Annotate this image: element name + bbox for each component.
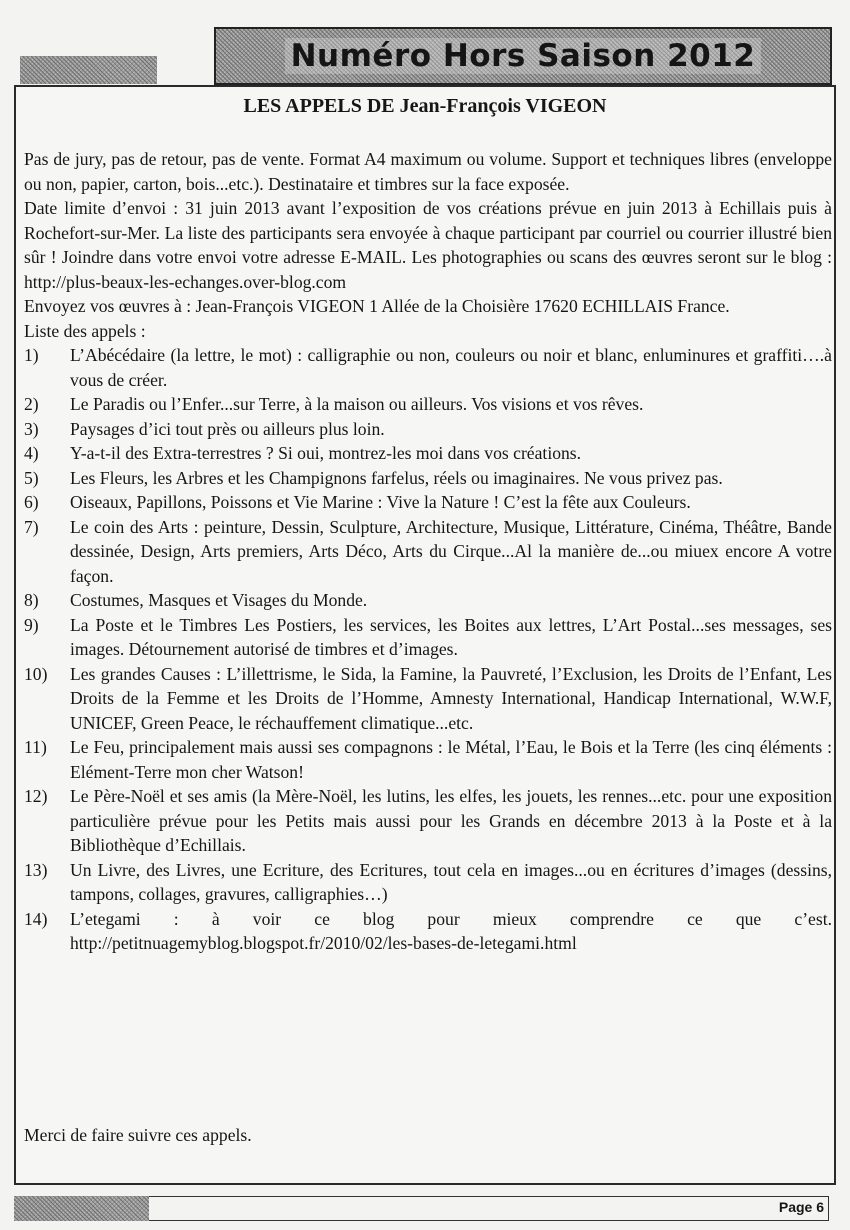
appeal-item — [24, 417, 832, 442]
appeal-item — [24, 588, 832, 613]
header-decorative-bar — [20, 56, 157, 84]
appeal-number: 2) — [24, 394, 39, 414]
appeal-text: L’etegami : à voir ce blog pour mieux comprendre ce que c’est. http://petitnuagemyblog.blogspot.fr/2010/02/les-bases-de-letegami.html — [70, 908, 832, 953]
footer-rule — [149, 1196, 829, 1221]
appeal-number: 12) — [24, 786, 48, 806]
appeal-item — [24, 441, 832, 466]
appeal-text: Y-a-t-il des Extra-terrestres ? Si oui, montrez-les moi dans vos créations. — [70, 443, 582, 463]
appeal-number: 13) — [24, 859, 48, 880]
paragraph-list-heading: Liste des appels : — [24, 320, 146, 341]
page-number: Page 6 — [778, 1199, 824, 1215]
appeal-number: 1) — [24, 345, 39, 365]
appeal-item — [24, 343, 832, 392]
appeal-text: Le Paradis ou l’Enfer...sur Terre, à la maison ou ailleurs. Vos visions et vos rêves. — [70, 394, 644, 414]
appeal-item — [24, 515, 832, 589]
appeal-text: Un Livre, des Livres, une Ecriture, des Ecritures, tout cela en images...ou en écritures d’images (dessins, tampons, collages, gravures, calligraphies…) — [70, 859, 832, 904]
appeal-number: 10) — [24, 663, 48, 684]
appeal-number: 4) — [24, 443, 39, 463]
footer-decorative-bar — [14, 1196, 149, 1221]
appeal-number: 5) — [24, 467, 39, 488]
appeal-list — [24, 343, 832, 956]
paragraph-address: Envoyez vos œuvres à : Jean-François VIGEON 1 Allée de la Choisière 17620 ECHILLAIS France. — [24, 296, 730, 316]
paragraph-intro: Pas de jury, pas de retour, pas de vente. Format A4 maximum ou volume. Support et techniques libres (enveloppe ou non, papier, carton, bois...etc.). Destinataire et timbres sur la face exposée. — [24, 149, 832, 194]
appeal-item — [24, 490, 832, 515]
newsletter-title: Numéro Hors Saison 2012 — [285, 38, 762, 74]
appeal-item — [24, 858, 832, 907]
header-banner — [214, 27, 832, 85]
appeal-text: Les Fleurs, les Arbres et les Champignons farfelus, réels ou imaginaires. Ne vous privez pas. — [70, 467, 723, 488]
appeal-number: 7) — [24, 516, 39, 537]
appeal-number: 3) — [24, 418, 39, 439]
closing-line: Merci de faire suivre ces appels. — [24, 1125, 252, 1145]
appeal-text: Le coin des Arts : peinture, Dessin, Sculpture, Architecture, Musique, Littérature, Cinéma, Théâtre, Bande dessinée, Design, Arts premiers, Arts Déco, Arts du Cirque...Al la manière de...ou miuex encore A votre façon. — [70, 516, 832, 586]
article-frame — [14, 85, 836, 1185]
appeal-item — [24, 392, 832, 417]
appeal-text: Paysages d’ici tout près ou ailleurs plus loin. — [70, 418, 385, 439]
appeal-number: 9) — [24, 614, 39, 635]
appeal-text: Le Père-Noël et ses amis (la Mère-Noël, les lutins, les elfes, les jouets, les rennes...etc. pour une exposition particulière prévue pour les Petits mais aussi pour les Grands en décembre 2013 à la Poste et à la Bibliothèque d’Echillais. — [70, 786, 832, 855]
appeal-item — [24, 784, 832, 858]
appeal-text: Costumes, Masques et Visages du Monde. — [70, 590, 368, 610]
appeal-item — [24, 735, 832, 784]
article-body — [24, 147, 832, 956]
appeal-item — [24, 662, 832, 736]
appeal-item — [24, 907, 832, 956]
appeal-text: L’Abécédaire (la lettre, le mot) : calligraphie ou non, couleurs ou noir et blanc, enluminures et graffiti….à vous de créer. — [70, 345, 832, 390]
appeal-text: Oiseaux, Papillons, Poissons et Vie Marine : Vive la Nature ! C’est la fête aux Couleurs. — [70, 492, 691, 512]
appeal-item — [24, 613, 832, 662]
paragraph-deadline: Date limite d’envoi : 31 juin 2013 avant l’exposition de vos créations prévue en juin 2013 à Echillais puis à Rochefort-sur-Mer. La liste des participants sera envoyée à chaque participant par courriel ou courrier illustré bien sûr ! Joindre dans votre envoi votre adresse E-MAIL. Les photographies ou scans des œuvres seront sur le blog : http://plus-beaux-les-echanges.over-blog.com — [24, 198, 832, 292]
appeal-number: 11) — [24, 737, 47, 757]
appeal-text: Le Feu, principalement mais aussi ses compagnons : le Métal, l’Eau, le Bois et la Terre (les cinq éléments : Elément-Terre mon cher Watson! — [70, 737, 832, 782]
article-title: LES APPELS DE Jean-François VIGEON — [243, 95, 607, 117]
appeal-text: Les grandes Causes : L’illettrisme, le Sida, la Famine, la Pauvreté, l’Exclusion, les Droits de l’Enfant, Les Droits de la Femme et les Droits de l’Homme, Amnesty International, Handicap International, W.W.F, UNICEF, Green Peace, le réchauffement climatique...etc. — [70, 663, 832, 733]
appeal-text: La Poste et le Timbres Les Postiers, les services, les Boites aux lettres, L’Art Postal...ses messages, ses images. Détournement autorisé de timbres et d’images. — [70, 614, 832, 659]
appeal-number: 8) — [24, 590, 39, 610]
appeal-item — [24, 466, 832, 491]
appeal-number: 6) — [24, 492, 39, 512]
appeal-number: 14) — [24, 908, 48, 929]
